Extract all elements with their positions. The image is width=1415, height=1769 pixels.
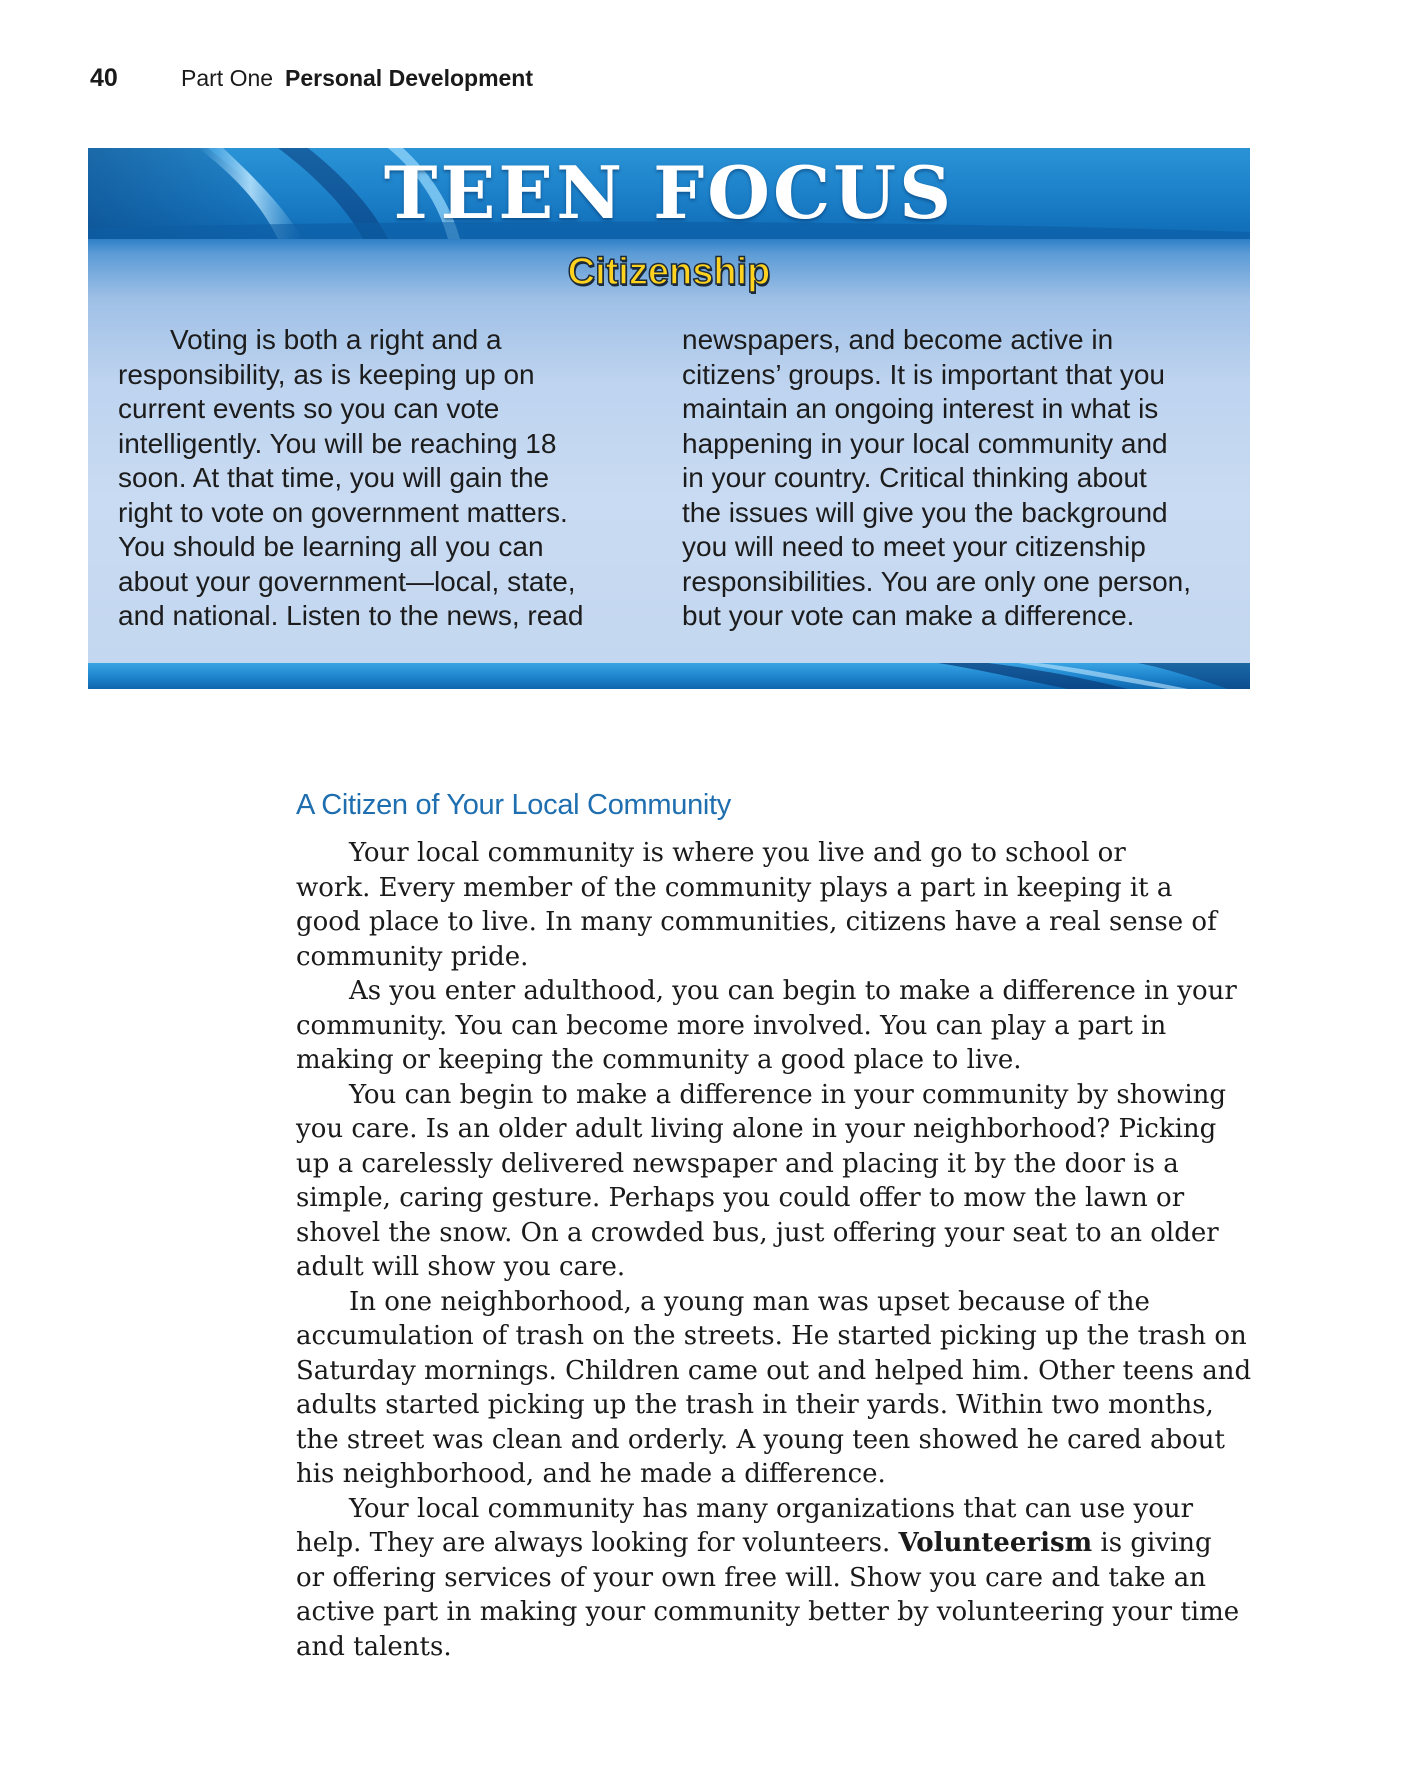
footer-swoosh-graphic [88, 663, 1250, 689]
teen-focus-title: TEEN FOCUS [383, 150, 955, 235]
text-line: As you enter adulthood, you can begin to make a difference in your [349, 976, 1237, 1006]
text-line: current events so you can vote [118, 393, 500, 424]
text-line: Your local community has many organizations that can use your [349, 1493, 1194, 1524]
text-line: adult will show you care. [296, 1252, 626, 1282]
section-heading: A Citizen of Your Local Community [296, 789, 731, 821]
text-line: active part in making your community better by volunteering your time [296, 1597, 1240, 1627]
text-line [296, 1526, 1256, 1561]
text-line: intelligently. You will be reaching 18 [118, 427, 557, 459]
text-line: Voting is both a right and a [170, 324, 502, 355]
text-line: happening in your local community and [682, 427, 1168, 459]
teen-focus-banner [88, 148, 1250, 239]
part-title: Personal Development [285, 65, 534, 91]
part-label: Part One [181, 65, 274, 91]
key-term-volunteerism: Volunteerism [898, 1528, 1093, 1558]
teen-focus-left-column [118, 323, 638, 634]
text-line: community. You can become more involved. You can play a part in [296, 1010, 1167, 1041]
text-fragment: help. They are always looking for volunteers. [296, 1528, 899, 1558]
text-line: in your country. Critical thinking about [682, 462, 1147, 493]
text-line: the street was clean and orderly. A young teen showed he cared about [296, 1424, 1225, 1455]
section-body [296, 836, 1256, 1664]
text-line: making or keeping the community a good place to live. [296, 1045, 1022, 1075]
text-line: you care. Is an older adult living alone in your neighborhood? Picking [296, 1114, 1217, 1144]
text-line: simple, caring gesture. Perhaps you could offer to mow the lawn or [296, 1183, 1185, 1213]
text-line: You can begin to make a difference in your community by showing [349, 1079, 1227, 1110]
text-line: the issues will give you the background [682, 496, 1168, 528]
text-line: and national. Listen to the news, read [118, 600, 584, 631]
text-line: but your vote can make a difference. [682, 600, 1135, 631]
teen-focus-footer-bar [88, 663, 1250, 689]
teen-focus-subtitle: Citizenship [567, 251, 771, 293]
text-line: In one neighborhood, a young man was upset because of the [349, 1286, 1150, 1317]
teen-focus-box [88, 148, 1250, 689]
text-line: and talents. [296, 1631, 452, 1662]
text-line: you will need to meet your citizenship [682, 531, 1146, 562]
text-line: newspapers, and become active in [682, 324, 1114, 355]
text-line: shovel the snow. On a crowded bus, just offering your seat to an older [296, 1217, 1219, 1248]
text-line: responsibilities. You are only one person, [682, 565, 1192, 597]
text-line: adults started picking up the trash in their yards. Within two months, [296, 1390, 1214, 1420]
text-line: Your local community is where you live and go to school or [349, 838, 1126, 868]
text-line: community pride. [296, 941, 529, 972]
text-line: work. Every member of the community plays a part in keeping it a [296, 872, 1173, 903]
text-line: good place to live. In many communities, citizens have a real sense of [296, 907, 1217, 937]
text-line: about your government—local, state, [118, 565, 576, 597]
text-line: accumulation of trash on the streets. He started picking up the trash on [296, 1321, 1247, 1351]
text-line: soon. At that time, you will gain the [118, 462, 550, 493]
page-number: 40 [90, 64, 118, 92]
text-line: maintain an ongoing interest in what is [682, 393, 1159, 424]
text-fragment: is giving [1092, 1528, 1212, 1558]
running-header [90, 64, 533, 94]
text-line: citizens’ groups. It is important that you [682, 358, 1165, 390]
text-line: up a carelessly delivered newspaper and placing it by the door is a [296, 1148, 1179, 1179]
text-line: his neighborhood, and he made a difference. [296, 1459, 886, 1489]
text-line: You should be learning all you can [118, 531, 544, 562]
text-line: or offering services of your own free will. Show you care and take an [296, 1562, 1207, 1593]
text-line: Saturday mornings. Children came out and helped him. Other teens and [296, 1355, 1252, 1386]
text-line: responsibility, as is keeping up on [118, 358, 535, 390]
teen-focus-right-column [682, 323, 1227, 634]
text-line: right to vote on government matters. [118, 496, 568, 528]
